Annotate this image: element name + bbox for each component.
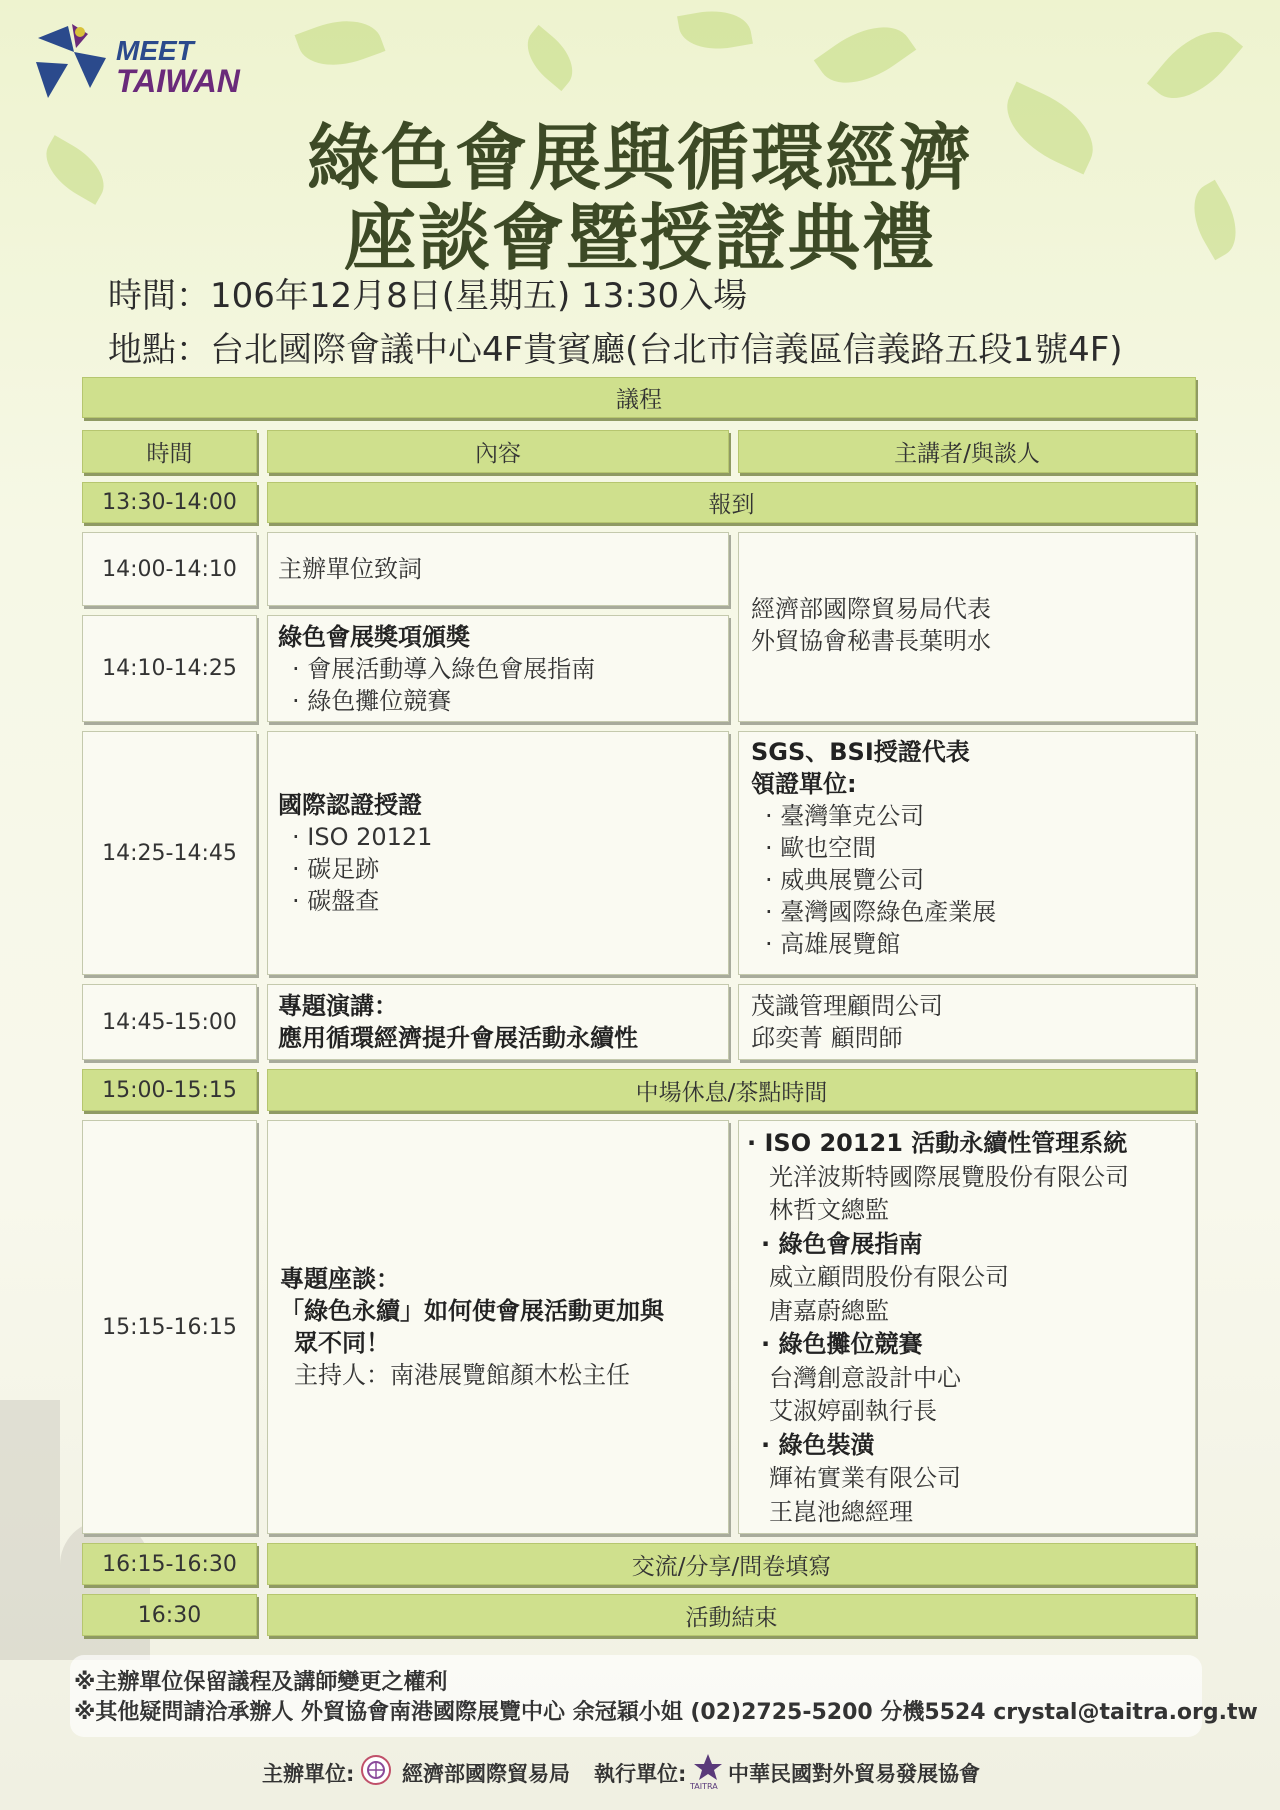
speaker-item: · 臺灣國際綠色產業展 <box>765 898 997 926</box>
panel-speaker-line: 王崑池總經理 <box>769 1497 913 1526</box>
page-title-line1: 綠色會展與循環經濟 <box>306 116 973 200</box>
row-time: 15:00-15:15 <box>82 1069 257 1111</box>
header-time: 時間 <box>82 430 257 473</box>
content-item: · 綠色攤位競賽 <box>292 686 452 715</box>
organizer-name: 經濟部國際貿易局 <box>402 1762 570 1786</box>
event-time: 時間：106年12月8日(星期五) 13:30入場 <box>108 276 748 316</box>
row-time: 13:30-14:00 <box>82 482 257 523</box>
panel-speaker-line: 光洋波斯特國際展覽股份有限公司 <box>769 1162 1129 1191</box>
header-speaker: 主講者/與談人 <box>738 430 1196 473</box>
meet-taiwan-logo <box>28 18 268 108</box>
note-line: ※主辦單位保留議程及講師變更之權利 <box>74 1670 448 1695</box>
logo-text-meet: MEET <box>116 35 194 66</box>
panel-speaker-line: 艾淑婷副執行長 <box>769 1397 937 1425</box>
content-line: 主辦單位致詞 <box>278 555 422 583</box>
row-time: 14:25-14:45 <box>82 731 257 975</box>
notes-box <box>70 1655 1258 1737</box>
panel-speaker-line: 威立顧問股份有限公司 <box>769 1263 1009 1291</box>
content-line: 專題演講： <box>278 992 398 1020</box>
content-item: · 會展活動導入綠色會展指南 <box>292 654 596 683</box>
content-title: 綠色會展獎項頒獎 <box>278 622 470 651</box>
speaker-line: 外貿協會秘書長葉明水 <box>751 627 991 655</box>
page-title-line2: 座談會暨授證典禮 <box>343 196 936 280</box>
speaker-panel <box>738 1120 1196 1534</box>
organizer-label: 主辦單位: <box>262 1762 355 1786</box>
speaker-item: · 高雄展覽館 <box>765 930 901 958</box>
content-line: 「綠色永續」如何使會展活動更加與 <box>280 1297 664 1325</box>
speaker-title: SGS、BSI授證代表 <box>751 738 970 766</box>
agenda-title: 議程 <box>82 377 1196 418</box>
taitra-logo-text: TAITRA <box>690 1782 718 1791</box>
row-content-panel <box>267 1120 729 1534</box>
speaker-item: · 威典展覽公司 <box>765 866 925 894</box>
content-line: 應用循環經濟提升會展活動永續性 <box>278 1024 638 1052</box>
speaker-keynote <box>738 984 1196 1060</box>
moea-seal-icon <box>360 1754 392 1786</box>
panel-topic: · 綠色裝潢 <box>761 1430 875 1459</box>
note-line: ※其他疑問請洽承辦人 外貿協會南港國際展覽中心 余冠穎小姐 (02)2725-5200 分機5524 crystal@taitra.org.tw <box>74 1700 1258 1725</box>
speaker-line: 經濟部國際貿易局代表 <box>751 595 991 623</box>
building-silhouette <box>0 1400 60 1660</box>
leaf-decoration <box>515 25 584 91</box>
row-time: 14:00-14:10 <box>82 532 257 606</box>
row-content-end: 活動結束 <box>267 1594 1196 1636</box>
leaf-decoration <box>295 8 386 79</box>
panel-speaker-line: 台灣創意設計中心 <box>769 1363 961 1392</box>
header-content: 內容 <box>267 430 729 473</box>
panel-speaker-line: 林哲文總監 <box>769 1196 889 1224</box>
row-content-registration: 報到 <box>267 482 1196 523</box>
taitra-logo-icon <box>692 1752 724 1784</box>
content-line: 眾不同！ <box>294 1329 390 1357</box>
meet-taiwan-emblem-icon <box>28 18 114 104</box>
leaf-decoration <box>814 9 916 102</box>
building-silhouette <box>60 1520 150 1660</box>
leaf-decoration <box>677 4 753 56</box>
panel-topic: · 綠色攤位競賽 <box>761 1330 923 1358</box>
speaker-item: · 歐也空間 <box>765 834 877 862</box>
executor-name: 中華民國對外貿易發展協會 <box>728 1762 980 1786</box>
speaker-line: 邱奕菁 顧問師 <box>751 1024 903 1052</box>
row-content-exchange: 交流/分享/問卷填寫 <box>267 1543 1196 1585</box>
logo-text-taiwan: TAIWAN <box>116 63 240 99</box>
content-item: · 碳足跡 <box>292 855 380 883</box>
content-line: 專題座談： <box>280 1265 400 1293</box>
row-time: 16:30 <box>82 1594 257 1636</box>
panel-topic: · 綠色會展指南 <box>761 1229 923 1258</box>
speaker-line: 茂識管理顧問公司 <box>751 992 943 1020</box>
panel-speaker-line: 唐嘉蔚總監 <box>769 1296 889 1325</box>
row-time: 14:45-15:00 <box>82 984 257 1060</box>
content-title: 國際認證授證 <box>278 791 422 819</box>
row-content-award <box>267 615 729 722</box>
row-time: 15:15-16:15 <box>82 1120 257 1534</box>
row-content-opening <box>267 532 729 606</box>
row-content-certification <box>267 731 729 975</box>
row-time: 16:15-16:30 <box>82 1543 257 1585</box>
content-item: · ISO 20121 <box>292 823 433 851</box>
panel-speaker-line: 輝祐實業有限公司 <box>769 1464 961 1492</box>
speaker-certification <box>738 731 1196 975</box>
executor-label: 執行單位: <box>594 1762 687 1786</box>
speaker-subtitle: 領證單位: <box>751 770 857 798</box>
content-item: · 碳盤查 <box>292 887 380 915</box>
panel-topic: · ISO 20121 活動永續性管理系統 <box>747 1129 1128 1157</box>
footer <box>0 1750 1280 1790</box>
row-content-keynote <box>267 984 729 1060</box>
row-content-break: 中場休息/茶點時間 <box>267 1069 1196 1111</box>
event-place: 地點：台北國際會議中心4F貴賓廳(台北市信義區信義路五段1號4F) <box>108 330 1123 370</box>
row-time: 14:10-14:25 <box>82 615 257 722</box>
speaker-opening <box>738 532 1196 722</box>
panel-host: 主持人：南港展覽館顏木松主任 <box>294 1361 630 1389</box>
speaker-item: · 臺灣筆克公司 <box>765 802 925 830</box>
